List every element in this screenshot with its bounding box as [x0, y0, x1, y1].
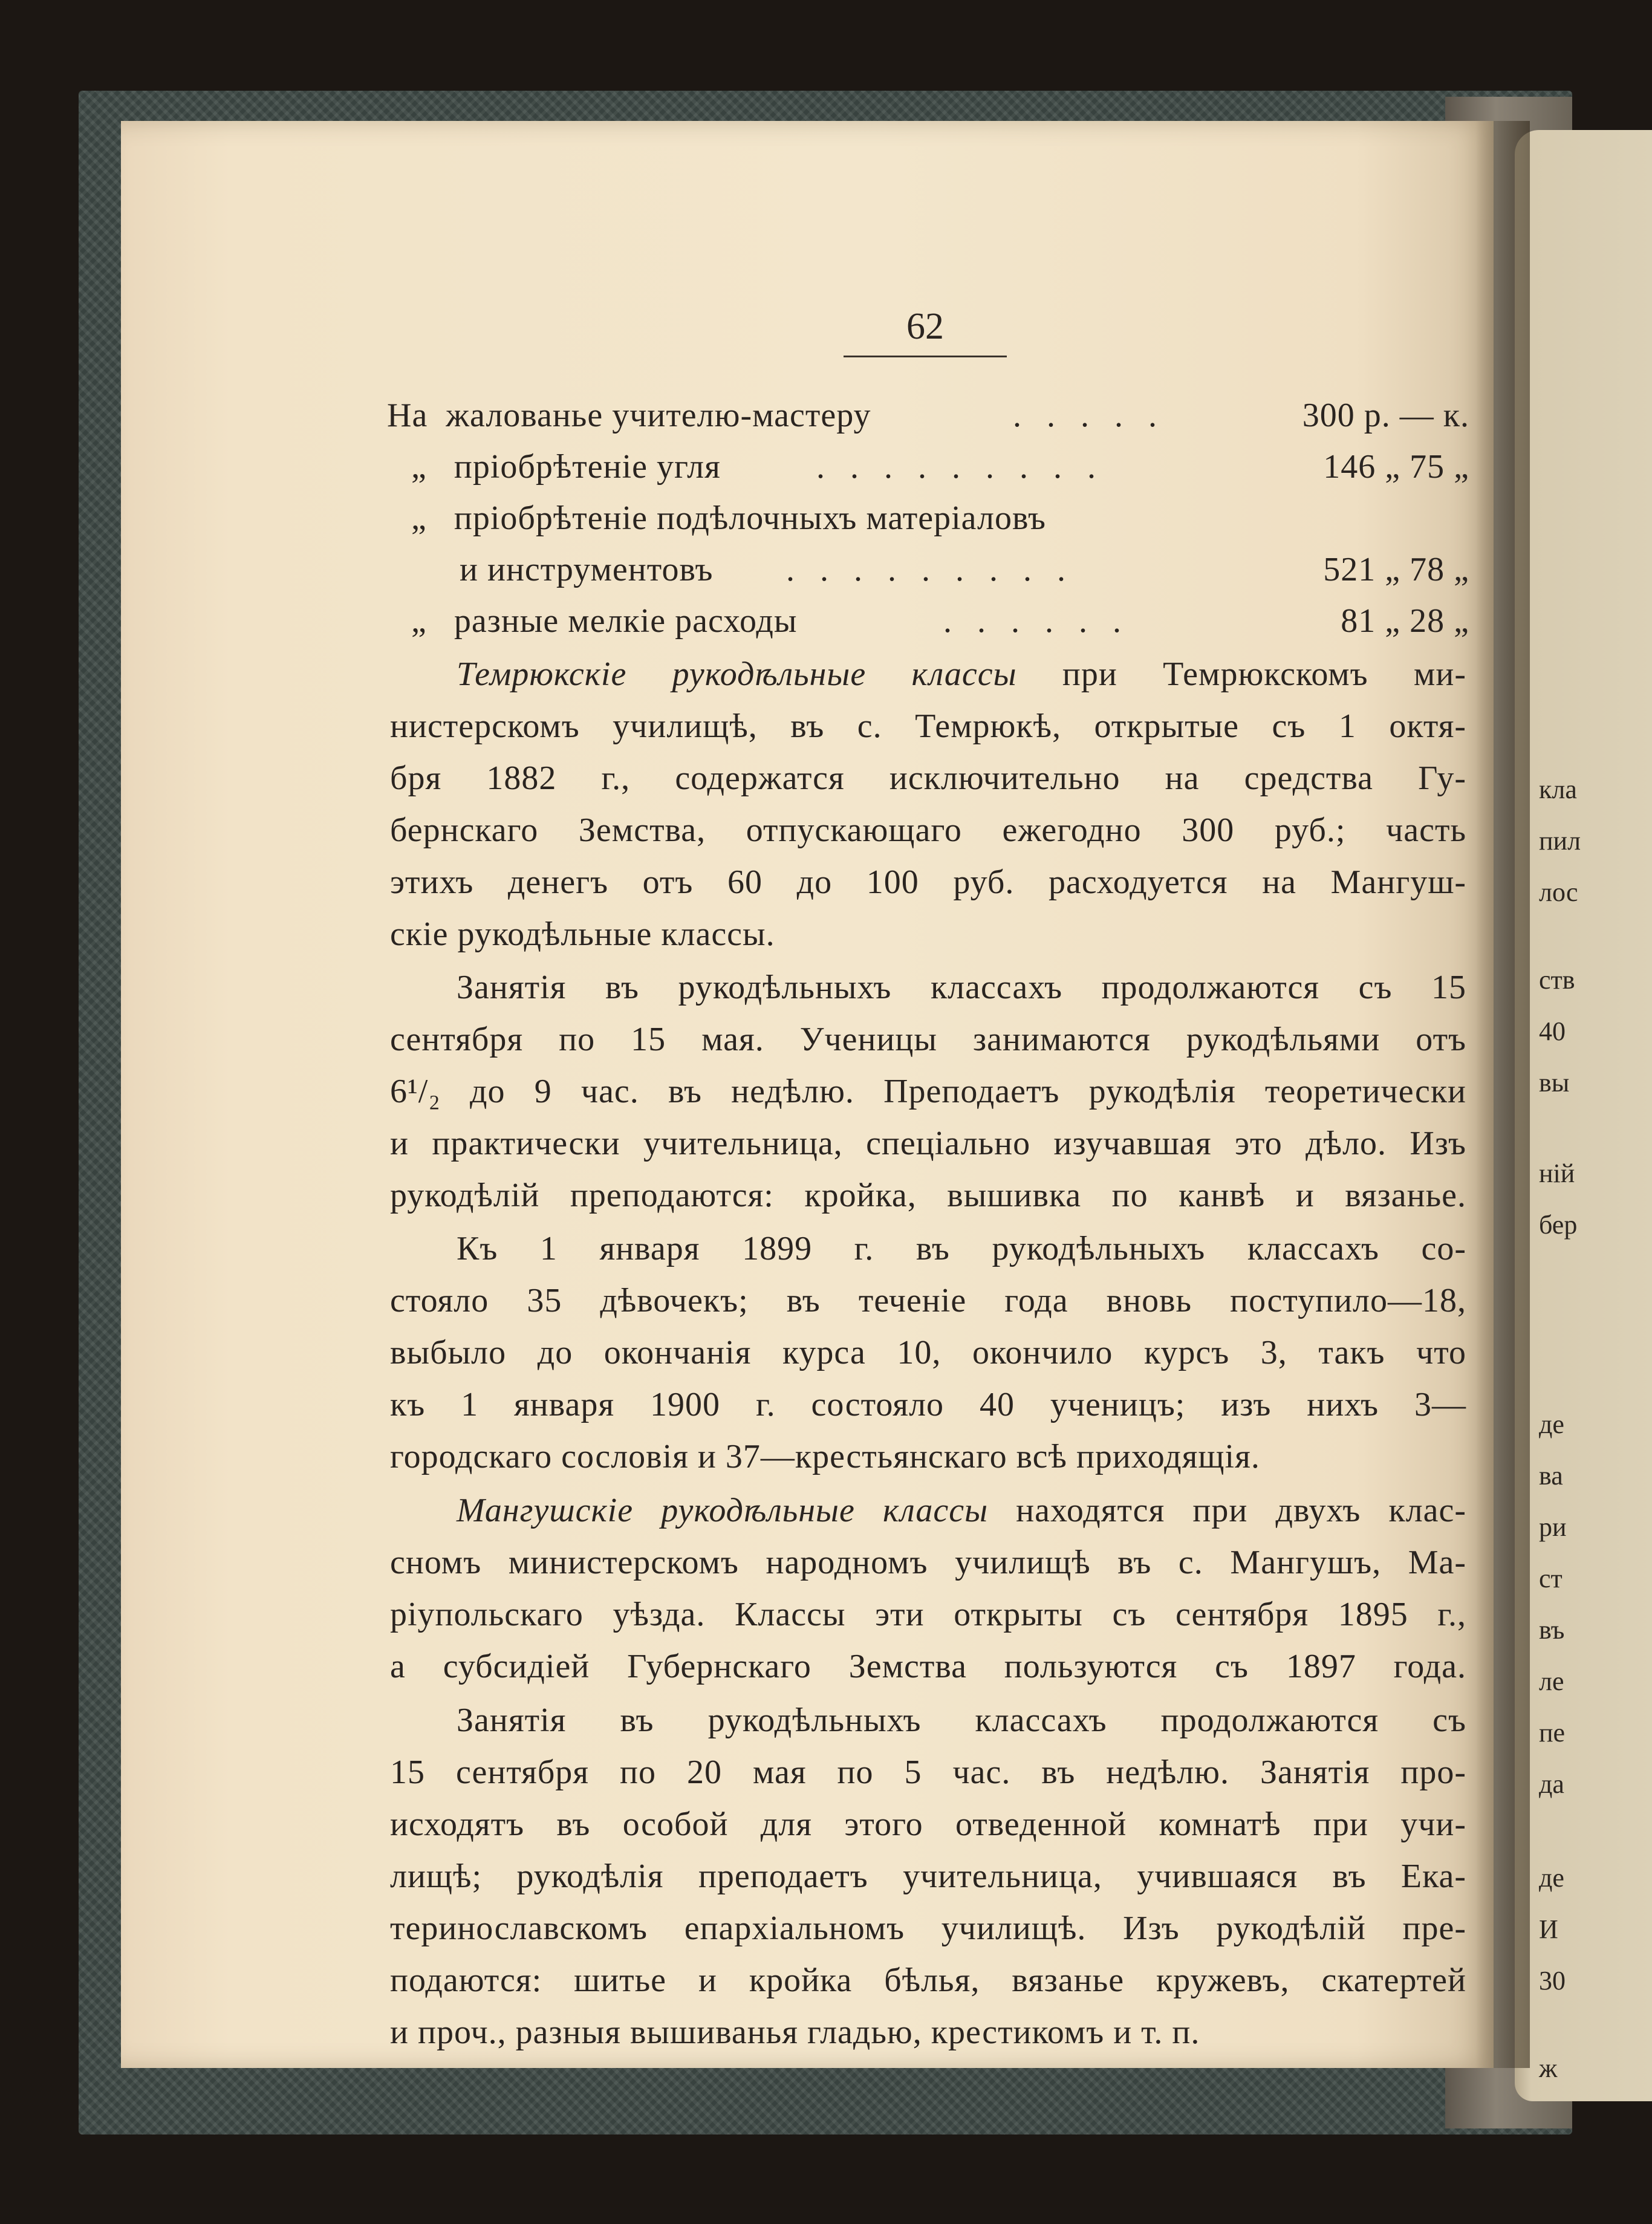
text-line: рукодѣлій преподаются: кройка, вышивка по канвѣ и вязанье.: [390, 1177, 1466, 1214]
expense-row: [387, 499, 1469, 547]
page-number-rule: [844, 356, 1007, 357]
expense-amount: 300 р. — к.: [1302, 397, 1469, 434]
text-line: нистерскомъ училищѣ, въ с. Темрюкѣ, открытые съ 1 октя-: [390, 707, 1466, 745]
text-line: бернскаго Земства, отпускающаго ежегодно 300 руб.; часть: [390, 811, 1466, 849]
text-line: скіе рукодѣльные классы.: [390, 915, 775, 953]
paragraph-enrollment: [390, 1223, 1466, 1483]
expense-label: „ разные мелкіе расходы: [411, 602, 798, 640]
facing-page-fragment: въ: [1539, 1615, 1565, 1645]
expense-dots: . . . . .: [1013, 397, 1165, 434]
expense-row: [387, 396, 1469, 444]
facing-page-fragment: де: [1539, 1410, 1564, 1439]
text-line: городскаго сословія и 37—крестьянскаго всѣ приходящія.: [390, 1438, 1260, 1475]
text-line: сентября по 15 мая. Ученицы занимаются рукодѣльями отъ: [390, 1021, 1466, 1058]
facing-page-fragment: ле: [1539, 1666, 1564, 1696]
paragraph-lessons: [390, 961, 1466, 1221]
facing-page-fragment: пе: [1539, 1718, 1566, 1748]
facing-page-fragment: И: [1539, 1914, 1558, 1944]
facing-page-fragment: лос: [1539, 877, 1578, 907]
text-line: теринославскомъ епархіальномъ училищѣ. Изъ рукодѣлій пре-: [390, 1910, 1466, 1947]
facing-page-fragment: ст: [1539, 1564, 1563, 1593]
expense-row: [387, 550, 1469, 599]
text-line: 6¹/₂ до 9 час. въ недѣлю. Преподаетъ рукодѣлія теоретически: [390, 1073, 1466, 1110]
expense-amount: 81 „ 28 „: [1341, 602, 1469, 640]
facing-page-fragment: бер: [1539, 1210, 1578, 1240]
text-line: бря 1882 г., содержатся исключительно на средства Гу-: [390, 759, 1466, 797]
facing-page-fragment: 40: [1539, 1016, 1566, 1046]
expense-dots: . . . . . . . . .: [786, 551, 1074, 588]
facing-page-fragment: ств: [1539, 965, 1575, 995]
expense-label: и инструментовъ: [460, 551, 714, 588]
text-line: лищѣ; рукодѣлія преподаетъ учительница, учившаяся въ Ека-: [390, 1858, 1466, 1895]
text-line: стояло 35 дѣвочекъ; въ теченіе года вновь поступило—18,: [390, 1282, 1466, 1319]
text-line: выбыло до окончанія курса 10, окончило курсъ 3, такъ что: [390, 1334, 1466, 1371]
paragraph-mangush-lessons: [390, 1694, 1466, 2058]
facing-page-fragment: ва: [1539, 1461, 1563, 1491]
expense-row: [387, 447, 1469, 496]
expense-label: „ пріобрѣтеніе подѣлочныхъ матеріаловъ: [411, 499, 1046, 537]
facing-page: [1515, 130, 1652, 2101]
expense-amount: 521 „ 78 „: [1323, 551, 1469, 588]
facing-page-fragment: да: [1539, 1769, 1564, 1799]
text-line: къ 1 января 1900 г. состояло 40 ученицъ; изъ нихъ 3—: [390, 1386, 1466, 1423]
facing-page-fragment: кла: [1539, 775, 1577, 804]
text-line: а субсидіей Губернскаго Земства пользуются съ 1897 года.: [390, 1648, 1466, 1685]
expense-row: [387, 602, 1469, 650]
facing-page-fragment: вы: [1539, 1068, 1570, 1097]
text-line: Мангушскіе рукодѣльные классы находятся при двухъ клас-: [457, 1492, 1466, 1529]
expense-dots: . . . . . . . . .: [816, 448, 1104, 486]
text-line: сномъ министерскомъ народномъ училищѣ въ с. Мангушъ, Ма-: [390, 1544, 1466, 1581]
expense-dots: . . . . . .: [943, 602, 1130, 640]
page-number: 62: [906, 306, 944, 347]
facing-page-fragment: ж: [1539, 2053, 1558, 2083]
facing-page-fragment: ній: [1539, 1159, 1575, 1188]
text-line: Занятія въ рукодѣльныхъ классахъ продолжаются съ 15: [457, 969, 1466, 1006]
facing-page-fragment: пил: [1539, 826, 1581, 856]
text-line: и проч., разныя вышиванья гладью, крестикомъ и т. п.: [390, 2014, 1200, 2051]
text-line: подаются: шитье и кройка бѣлья, вязанье кружевъ, скатертей: [390, 1962, 1466, 1999]
text-line: Къ 1 января 1899 г. въ рукодѣльныхъ классахъ со-: [457, 1230, 1466, 1267]
text-line: и практически учительница, спеціально изучавшая это дѣло. Изъ: [390, 1125, 1466, 1162]
facing-page-fragment: 30: [1539, 1966, 1566, 1995]
text-line: ріупольскаго уѣзда. Классы эти открыты съ сентября 1895 г.,: [390, 1596, 1466, 1633]
paragraph-mangush: [390, 1484, 1466, 1692]
text-line: 15 сентября по 20 мая по 5 час. въ недѣлю. Занятія про-: [390, 1754, 1466, 1791]
text-line: Темрюкскіе рукодѣльные классы при Темрюкскомъ ми-: [457, 655, 1466, 693]
expense-amount: 146 „ 75 „: [1323, 448, 1469, 486]
text-line: исходятъ въ особой для этого отведенной комнатѣ при учи-: [390, 1806, 1466, 1843]
text-line: Занятія въ рукодѣльныхъ классахъ продолжаются съ: [457, 1702, 1466, 1739]
facing-page-fragment: де: [1539, 1863, 1564, 1893]
facing-page-fragment: ри: [1539, 1512, 1567, 1542]
expense-label: На жалованье учителю-мастеру: [387, 397, 871, 434]
expense-label: „ пріобрѣтеніе угля: [411, 448, 721, 486]
gutter-shadow: [1475, 121, 1530, 2068]
paragraph-temryuk: [390, 648, 1466, 960]
text-line: этихъ денегъ отъ 60 до 100 руб. расходуется на Мангуш-: [390, 863, 1466, 901]
